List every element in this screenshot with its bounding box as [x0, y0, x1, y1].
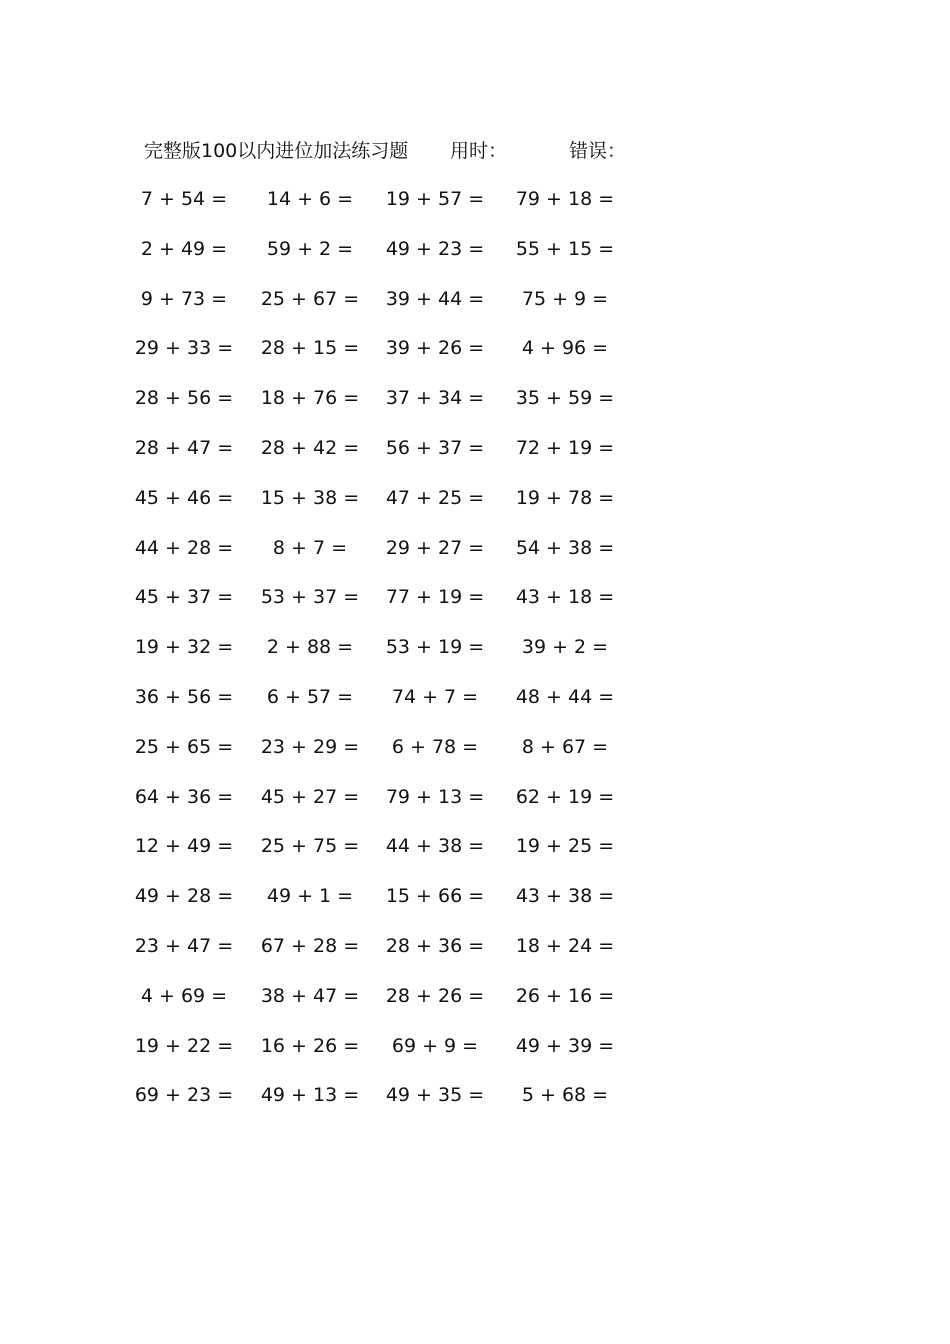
problem-item: 45 + 27 =	[260, 785, 360, 808]
problem-row	[0, 284, 950, 334]
time-label: 用时：	[450, 140, 508, 162]
worksheet-header	[0, 136, 950, 166]
problem-row	[0, 931, 950, 981]
problem-item: 77 + 19 =	[385, 586, 485, 609]
problem-item: 25 + 75 =	[260, 835, 360, 858]
problem-item: 49 + 35 =	[385, 1084, 485, 1107]
problem-item: 43 + 18 =	[515, 586, 615, 609]
problem-row	[0, 383, 950, 433]
problem-item: 44 + 38 =	[385, 835, 485, 858]
problem-item: 69 + 23 =	[134, 1084, 234, 1107]
problem-row	[0, 682, 950, 732]
problem-item: 28 + 36 =	[385, 934, 485, 957]
problem-item: 79 + 18 =	[515, 188, 615, 210]
problem-row	[0, 1031, 950, 1081]
problem-item: 39 + 44 =	[385, 287, 485, 310]
problem-item: 5 + 68 =	[521, 1084, 609, 1107]
problem-item: 48 + 44 =	[515, 685, 615, 708]
problem-item: 2 + 49 =	[140, 237, 228, 260]
problem-item: 45 + 37 =	[134, 586, 234, 609]
problem-item: 53 + 37 =	[260, 586, 360, 609]
problem-item: 7 + 54 =	[140, 188, 228, 210]
problem-item: 8 + 67 =	[521, 735, 609, 758]
problem-item: 9 + 73 =	[140, 287, 228, 310]
problem-item: 72 + 19 =	[515, 436, 615, 459]
problem-item: 28 + 42 =	[260, 436, 360, 459]
problem-item: 37 + 34 =	[385, 387, 485, 410]
problem-item: 8 + 7 =	[272, 536, 348, 559]
problem-item: 19 + 25 =	[515, 835, 615, 858]
problem-row	[0, 582, 950, 632]
problem-item: 75 + 9 =	[521, 287, 609, 310]
problem-item: 49 + 23 =	[385, 237, 485, 260]
problem-item: 28 + 26 =	[385, 984, 485, 1007]
problem-item: 64 + 36 =	[134, 785, 234, 808]
problem-item: 28 + 47 =	[134, 436, 234, 459]
problem-item: 26 + 16 =	[515, 984, 615, 1007]
problem-item: 49 + 28 =	[134, 885, 234, 908]
problem-item: 49 + 1 =	[266, 885, 354, 908]
problem-item: 14 + 6 =	[266, 188, 354, 210]
problem-item: 25 + 67 =	[260, 287, 360, 310]
problem-item: 38 + 47 =	[260, 984, 360, 1007]
problem-item: 69 + 9 =	[391, 1034, 479, 1057]
problem-item: 53 + 19 =	[385, 636, 485, 659]
problem-item: 49 + 13 =	[260, 1084, 360, 1107]
problem-row	[0, 782, 950, 832]
problem-item: 19 + 32 =	[134, 636, 234, 659]
problem-item: 12 + 49 =	[134, 835, 234, 858]
problem-item: 39 + 26 =	[385, 337, 485, 360]
problem-item: 49 + 39 =	[515, 1034, 615, 1057]
problem-row	[0, 732, 950, 782]
problem-item: 4 + 69 =	[140, 984, 228, 1007]
problem-item: 28 + 15 =	[260, 337, 360, 360]
problem-item: 44 + 28 =	[134, 536, 234, 559]
problem-grid	[0, 184, 950, 1130]
problem-item: 47 + 25 =	[385, 486, 485, 509]
problem-item: 79 + 13 =	[385, 785, 485, 808]
problem-item: 74 + 7 =	[391, 685, 479, 708]
problem-item: 25 + 65 =	[134, 735, 234, 758]
problem-item: 4 + 96 =	[521, 337, 609, 360]
problem-item: 67 + 28 =	[260, 934, 360, 957]
problem-item: 19 + 22 =	[134, 1034, 234, 1057]
problem-item: 2 + 88 =	[266, 636, 354, 659]
problem-item: 23 + 29 =	[260, 735, 360, 758]
problem-item: 16 + 26 =	[260, 1034, 360, 1057]
problem-item: 62 + 19 =	[515, 785, 615, 808]
problem-item: 36 + 56 =	[134, 685, 234, 708]
problem-item: 19 + 57 =	[385, 188, 485, 210]
problem-item: 43 + 38 =	[515, 885, 615, 908]
problem-item: 29 + 27 =	[385, 536, 485, 559]
problem-item: 29 + 33 =	[134, 337, 234, 360]
worksheet-title: 完整版100以内进位加法练习题	[144, 140, 409, 162]
problem-item: 56 + 37 =	[385, 436, 485, 459]
problem-item: 15 + 66 =	[385, 885, 485, 908]
problem-row	[0, 483, 950, 533]
problem-row	[0, 184, 950, 234]
problem-row	[0, 632, 950, 682]
problem-row	[0, 981, 950, 1031]
problem-item: 19 + 78 =	[515, 486, 615, 509]
problem-row	[0, 234, 950, 284]
problem-row	[0, 1080, 950, 1130]
problem-row	[0, 333, 950, 383]
problem-item: 18 + 76 =	[260, 387, 360, 410]
problem-item: 28 + 56 =	[134, 387, 234, 410]
problem-row	[0, 533, 950, 583]
problem-item: 15 + 38 =	[260, 486, 360, 509]
problem-item: 55 + 15 =	[515, 237, 615, 260]
problem-row	[0, 433, 950, 483]
problem-item: 45 + 46 =	[134, 486, 234, 509]
problem-item: 6 + 78 =	[391, 735, 479, 758]
problem-item: 59 + 2 =	[266, 237, 354, 260]
problem-item: 39 + 2 =	[521, 636, 609, 659]
problem-item: 6 + 57 =	[266, 685, 354, 708]
problem-row	[0, 831, 950, 881]
problem-item: 35 + 59 =	[515, 387, 615, 410]
problem-row	[0, 881, 950, 931]
problem-item: 54 + 38 =	[515, 536, 615, 559]
problem-item: 23 + 47 =	[134, 934, 234, 957]
error-label: 错误：	[569, 140, 627, 162]
problem-item: 18 + 24 =	[515, 934, 615, 957]
